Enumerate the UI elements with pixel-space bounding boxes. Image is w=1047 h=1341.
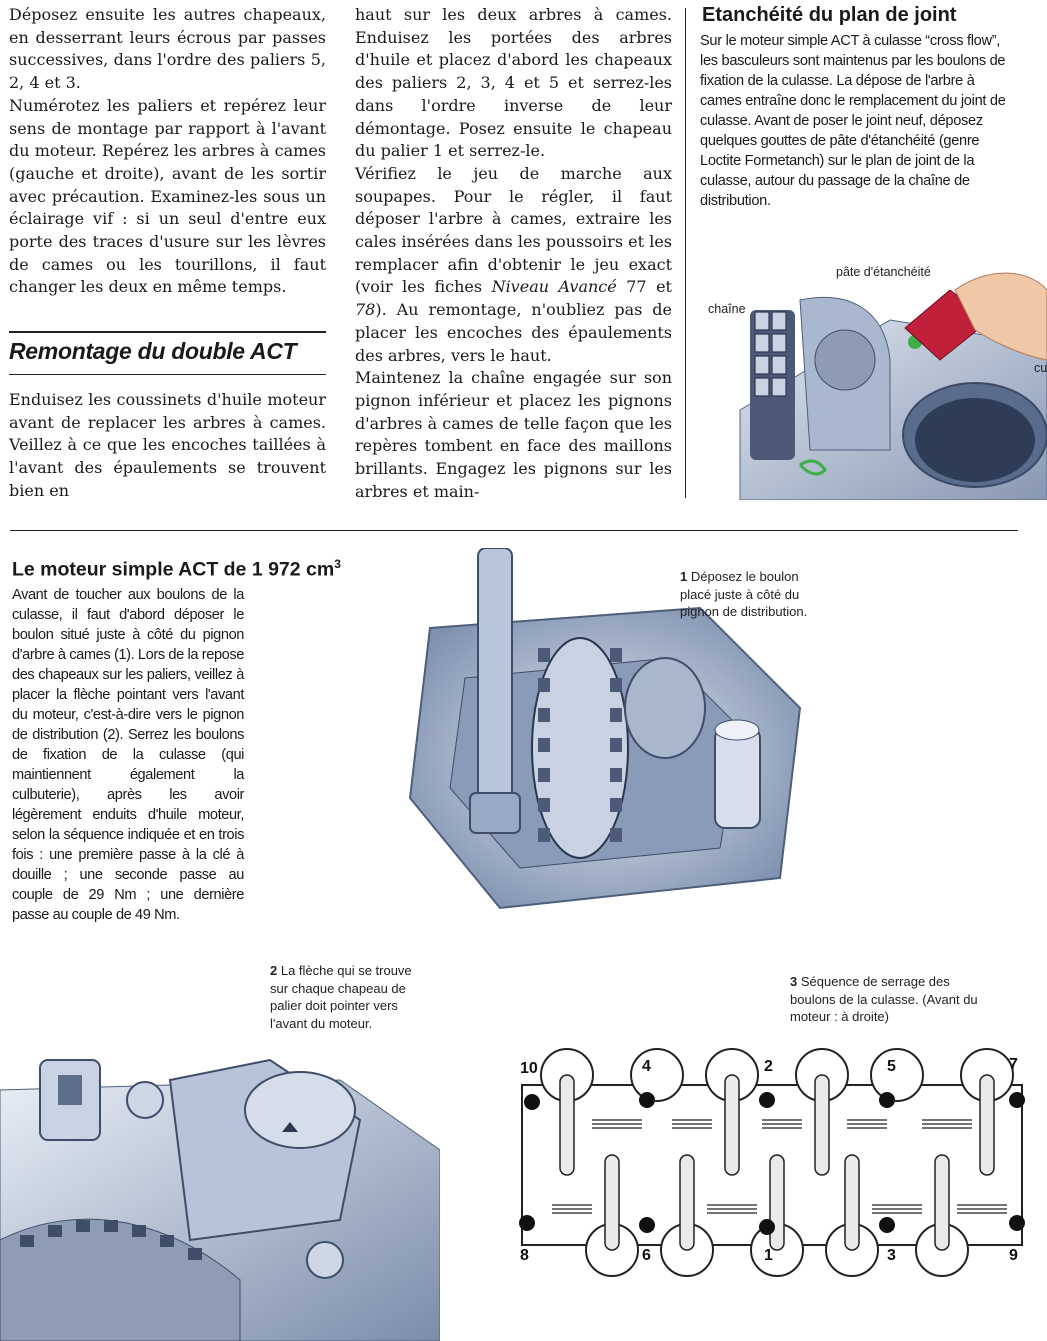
caption-text: La flèche qui se trouve sur chaque chapeau de palier doit pointer vers l'avant du moteur. — [270, 963, 412, 1031]
caption-3 — [790, 973, 980, 1026]
text-column-1-continued — [9, 389, 326, 503]
divider — [9, 331, 326, 333]
caption-1 — [680, 568, 830, 621]
bolt-number-top-1: 10 — [520, 1060, 538, 1077]
divider — [9, 374, 326, 375]
column-divider — [685, 8, 686, 498]
caption-number: 2 — [270, 963, 278, 978]
text-run: Vérifiez le jeu de marche aux soupapes. Pour le régler, il faut déposer l'arbre à cames, extraire les cales insérées dans les poussoirs et les remplacer afin d'obtenir le jeu exact (voir les fiches — [355, 163, 672, 297]
label-cut: cu — [1034, 361, 1047, 375]
caption-number: 3 — [790, 974, 798, 989]
illustration-3-tightening-sequence — [512, 1045, 1032, 1280]
reference-title: Niveau Avancé — [491, 277, 617, 297]
text-run: 77 et — [616, 277, 672, 297]
label-paste: pâte d'étanchéité — [836, 265, 931, 279]
paragraph: Maintenez la chaîne engagée sur son pignon inférieur et placez les pignons d'arbres à cames de telle façon que les repères tombent en face des maillons brillants. Engagez les pignons sur les arbres et main- — [355, 368, 672, 501]
bolt-number-bottom-3: 1 — [764, 1247, 773, 1264]
section-heading-simple-act — [12, 557, 341, 582]
bolt-number-top-5: 7 — [1009, 1056, 1018, 1073]
caption-text: Séquence de serrage des boulons de la culasse. (Avant du moteur : à droite) — [790, 974, 978, 1024]
title-superscript: 3 — [334, 557, 341, 571]
simple-act-text: Avant de toucher aux boulons de la culasse, il faut d'abord déposer le boulon situé juste à côté du pignon d'arbre à cames (1). Lors de la repose des chapeaux sur les paliers, veillez à placer la flèche pointant vers l'avant du moteur, c'est-à-dire vers le pignon de distribution (2). Serrez les boulons de fixation de la culasse (qui maintiennent également la culbuterie), après les avoir légèrement enduits d'huile moteur, selon la séquence indiquée et en trois fois : une première passe à la clé à douille ; une seconde passe au couple de 29 Nm ; une dernière passe au couple de 49 Nm. — [12, 587, 244, 923]
illustration-2-bearing-cap — [0, 1020, 440, 1341]
sidebar-title: Etanchéité du plan de joint — [702, 4, 957, 26]
sidebar-text: Sur le moteur simple ACT à culasse “cross flow”, les basculeurs sont maintenus par les boulons de fixation de la culasse. La dépose de l'arbre à cames entraîne donc le remplacement du joint de culasse. Avant de poser le joint neuf, déposez quelques gouttes de pâte d'étanchéité (genre Loctite Formetanch) sur le plan de joint de la culasse, autour du passage de la chaîne de distribution. — [700, 33, 1006, 209]
text-column-2 — [355, 4, 672, 503]
paragraph: haut sur les deux arbres à cames. Enduisez les portées des arbres d'huile et placez d'abord les chapeaux des paliers 2, 3, 4 et 5 et serrez-les dans l'ordre inverse de leur démontage. Posez ensuite le chapeau du palier 1 et serrez-le. — [355, 5, 672, 161]
bolt-number-top-3: 2 — [764, 1058, 773, 1075]
label-chain: chaîne — [708, 302, 746, 316]
title-text: Le moteur simple ACT de 1 972 cm — [12, 558, 335, 581]
gasket-illustration — [700, 250, 1047, 500]
section-divider — [10, 530, 1018, 531]
caption-text: Déposez le boulon placé juste à côté du pignon de distribution. — [680, 569, 808, 619]
paragraph: Enduisez les coussinets d'huile moteur avant de replacer les arbres à cames. Veillez à ce que les encoches taillées à l'avant des épaulements se trouvent bien en — [9, 390, 326, 500]
section-heading: Remontage du double ACT — [9, 338, 297, 364]
bolt-number-top-2: 4 — [642, 1058, 651, 1075]
bolt-number-bottom-5: 9 — [1009, 1247, 1018, 1264]
paragraph: Numérotez les paliers et repérez leur sens de montage par rapport à l'avant du moteur. Repérez les arbres à cames (gauche et droite), avant de les sortir avec précaution. Examinez-les sous un éclairage vif : si un seul d'entre eux porte des traces d'usure sur les lèvres de cames ou les tourillons, il faut changer les deux en même temps. — [9, 95, 326, 297]
bolt-number-bottom-2: 6 — [642, 1247, 651, 1264]
bolt-number-bottom-1: 8 — [520, 1247, 529, 1264]
text-column-1 — [9, 4, 326, 299]
text-run: ). Au remontage, n'oubliez pas de placer les encoches des épaulements des arbres, vers le haut. — [355, 300, 672, 365]
reference-number: 78 — [355, 300, 376, 320]
paragraph — [355, 163, 672, 367]
paragraph: Déposez ensuite les autres chapeaux, en desserrant leurs écrous par passes successives, dans l'ordre des paliers 5, 2, 4 et 3. — [9, 5, 326, 93]
caption-2 — [270, 962, 430, 1032]
caption-number: 1 — [680, 569, 688, 584]
bolt-number-top-4: 5 — [887, 1058, 896, 1075]
bolt-number-bottom-4: 3 — [887, 1247, 896, 1264]
